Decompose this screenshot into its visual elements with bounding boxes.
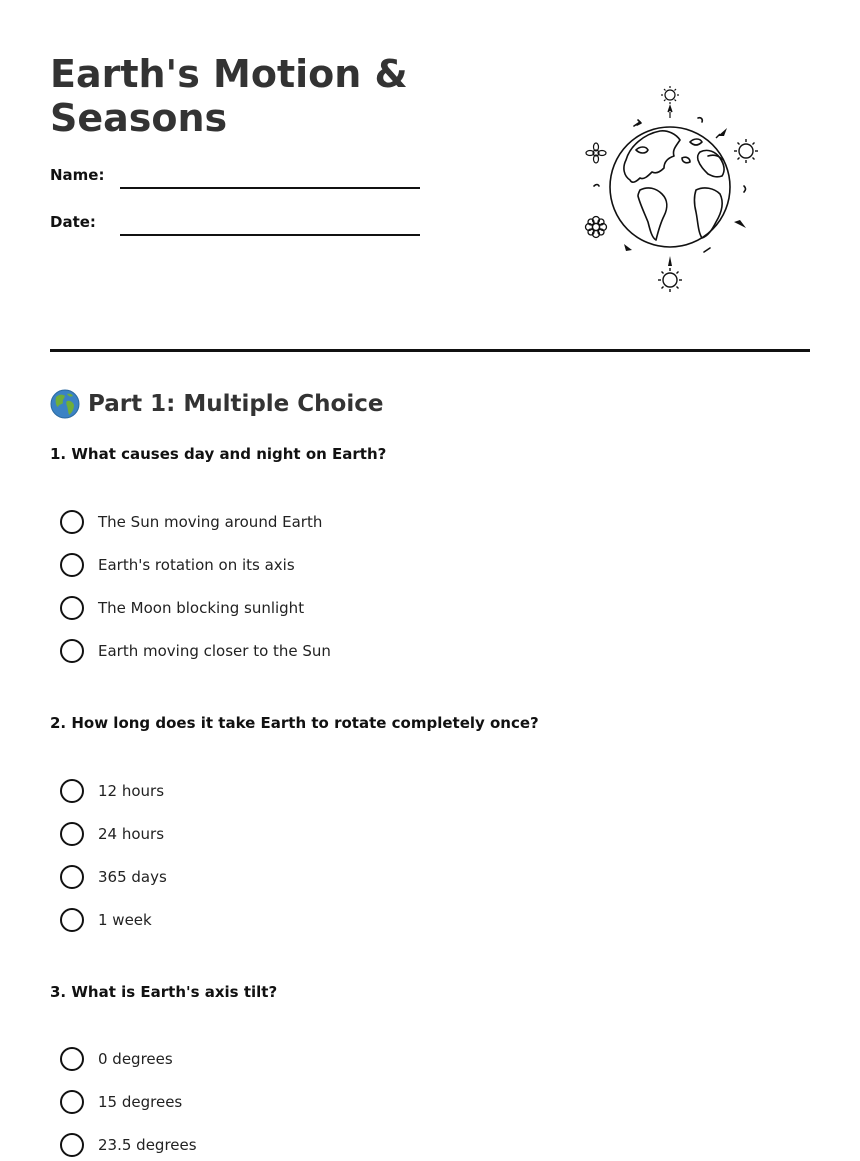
radio-button[interactable] <box>60 822 84 846</box>
option-label: The Moon blocking sunlight <box>98 599 305 617</box>
option-label: 365 days <box>98 868 167 886</box>
option-label: The Sun moving around Earth <box>98 513 323 531</box>
worksheet-title <box>50 52 470 140</box>
title-line-2: Seasons <box>50 96 228 140</box>
question-3-text: 3. What is Earth's axis tilt? <box>50 983 278 1001</box>
option-label: 23.5 degrees <box>98 1136 197 1154</box>
date-field-line[interactable] <box>120 234 420 236</box>
radio-button[interactable] <box>60 510 84 534</box>
date-label: Date: <box>50 213 96 231</box>
part1-title: Part 1: Multiple Choice <box>88 391 384 417</box>
radio-button[interactable] <box>60 865 84 889</box>
option-label: 24 hours <box>98 825 165 843</box>
question-2-option-a[interactable] <box>60 778 164 804</box>
question-2-option-d[interactable] <box>60 907 152 933</box>
question-3-option-b[interactable] <box>60 1089 182 1115</box>
question-3-option-a[interactable] <box>60 1046 173 1072</box>
question-1-option-d[interactable] <box>60 638 331 664</box>
title-line-1: Earth's Motion & <box>50 52 408 96</box>
question-2-text: 2. How long does it take Earth to rotate completely once? <box>50 714 539 732</box>
question-1-text: 1. What causes day and night on Earth? <box>50 445 387 463</box>
option-label: Earth moving closer to the Sun <box>98 642 331 660</box>
option-label: 12 hours <box>98 782 165 800</box>
radio-button[interactable] <box>60 1047 84 1071</box>
question-1-option-c[interactable] <box>60 595 304 621</box>
globe-emoji-icon <box>50 389 80 419</box>
question-1-option-b[interactable] <box>60 552 295 578</box>
question-2-option-b[interactable] <box>60 821 164 847</box>
option-label: 1 week <box>98 911 152 929</box>
name-label: Name: <box>50 166 105 184</box>
earth-rotation-illustration-icon <box>578 82 768 298</box>
question-3-option-c[interactable] <box>60 1132 197 1158</box>
option-label: 15 degrees <box>98 1093 183 1111</box>
option-label: Earth's rotation on its axis <box>98 556 295 574</box>
question-2-option-c[interactable] <box>60 864 167 890</box>
question-1-option-a[interactable] <box>60 509 322 535</box>
part1-heading <box>50 388 383 420</box>
radio-button[interactable] <box>60 553 84 577</box>
radio-button[interactable] <box>60 908 84 932</box>
radio-button[interactable] <box>60 596 84 620</box>
radio-button[interactable] <box>60 639 84 663</box>
option-label: 0 degrees <box>98 1050 173 1068</box>
radio-button[interactable] <box>60 1090 84 1114</box>
radio-button[interactable] <box>60 1133 84 1157</box>
name-field-line[interactable] <box>120 187 420 189</box>
radio-button[interactable] <box>60 779 84 803</box>
section-divider <box>50 349 810 352</box>
